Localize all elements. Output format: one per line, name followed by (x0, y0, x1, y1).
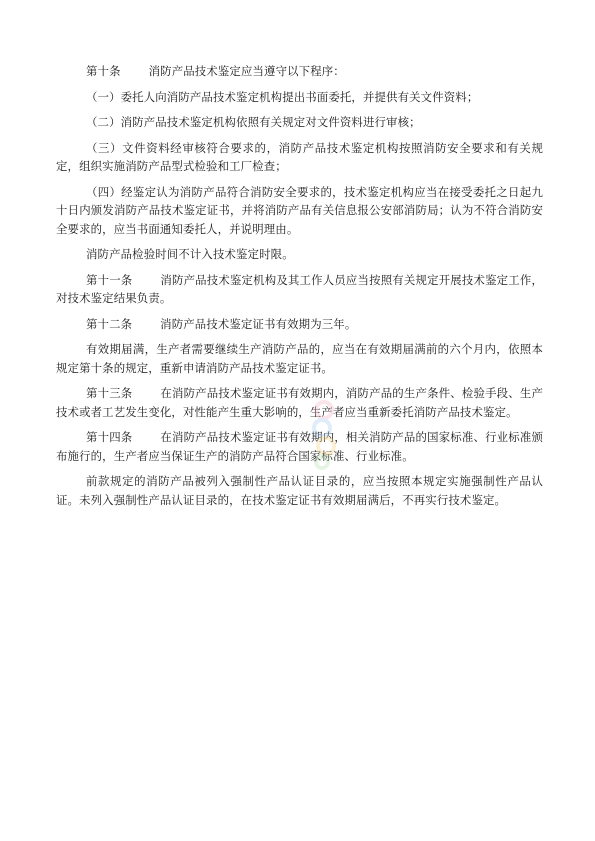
paragraph-text: 消防产品检验时间不计入技术鉴定时限。 (86, 247, 294, 261)
article-10 (56, 62, 543, 81)
article-12 (56, 315, 543, 334)
paragraph-text: 前款规定的消防产品被列入强制性产品认证目录的，应当按照本规定实施强制性产品认证。未列入强制性产品认证目录的，在技术鉴定证书有效期届满后，不再实行技术鉴定。 (56, 474, 543, 507)
paragraph-text: 有效期届满，生产者需要继续生产消防产品的，应当在有效期届满前的六个月内，依照本规定第十条的规定，重新申请消防产品技术鉴定证书。 (56, 342, 543, 375)
watermark-circle (314, 420, 330, 436)
article-text: 消防产品技术鉴定应当遵守以下程序： (148, 64, 345, 78)
inspection-time-note (56, 245, 543, 264)
paragraph-text: （二）消防产品技术鉴定机构依照有关规定对文件资料进行审核； (86, 115, 421, 129)
article-number: 第十四条 (86, 430, 133, 444)
procedure-item-3 (56, 139, 543, 176)
procedure-item-2 (56, 113, 543, 132)
procedure-item-1 (56, 88, 543, 107)
watermark-circle (318, 438, 334, 454)
renewal-paragraph (56, 340, 543, 377)
watermark-logo-icon (300, 400, 348, 470)
article-number: 第十一条 (86, 272, 133, 287)
article-text: 消防产品技术鉴定证书有效期为三年。 (160, 316, 357, 331)
article-text: 在消防产品技术鉴定证书有效期内，消防产品的生产条件、检验手段、生产技术或者工艺发生变化，对性能产生重大影响的，生产者应当重新委托消防产品技术鉴定。 (56, 386, 543, 419)
paragraph-text: （一）委托人向消防产品技术鉴定机构提出书面委托，并提供有关文件资料； (86, 89, 479, 104)
article-number: 第十二条 (86, 316, 133, 331)
watermark-circle (316, 402, 332, 418)
article-text: 在消防产品技术鉴定证书有效期内，相关消防产品的国家标准、行业标准颁布施行的，生产者应当保证生产的消防产品符合国家标准、行业标准。 (56, 430, 543, 463)
article-number: 第十条 (86, 64, 121, 78)
certification-paragraph (56, 472, 543, 509)
article-text: 消防产品技术鉴定机构及其工作人员应当按照有关规定开展技术鉴定工作，对技术鉴定结果负责。 (56, 272, 543, 305)
watermark-circle (316, 456, 328, 468)
article-11 (56, 271, 543, 308)
article-number: 第十三条 (86, 386, 133, 400)
paragraph-text: （四）经鉴定认为消防产品符合消防安全要求的，技术鉴定机构应当在接受委托之日起九十日内颁发消防产品技术鉴定证书，并将消防产品有关信息报公安部消防局；认为不符合消防安全要求的，应当书面通知委托人，并说明理由。 (56, 184, 543, 236)
paragraph-text: （三）文件资料经审核符合要求的，消防产品技术鉴定机构按照消防安全要求和有关规定，组织实施消防产品型式检验和工厂检查； (56, 140, 543, 173)
procedure-item-4 (56, 183, 543, 239)
